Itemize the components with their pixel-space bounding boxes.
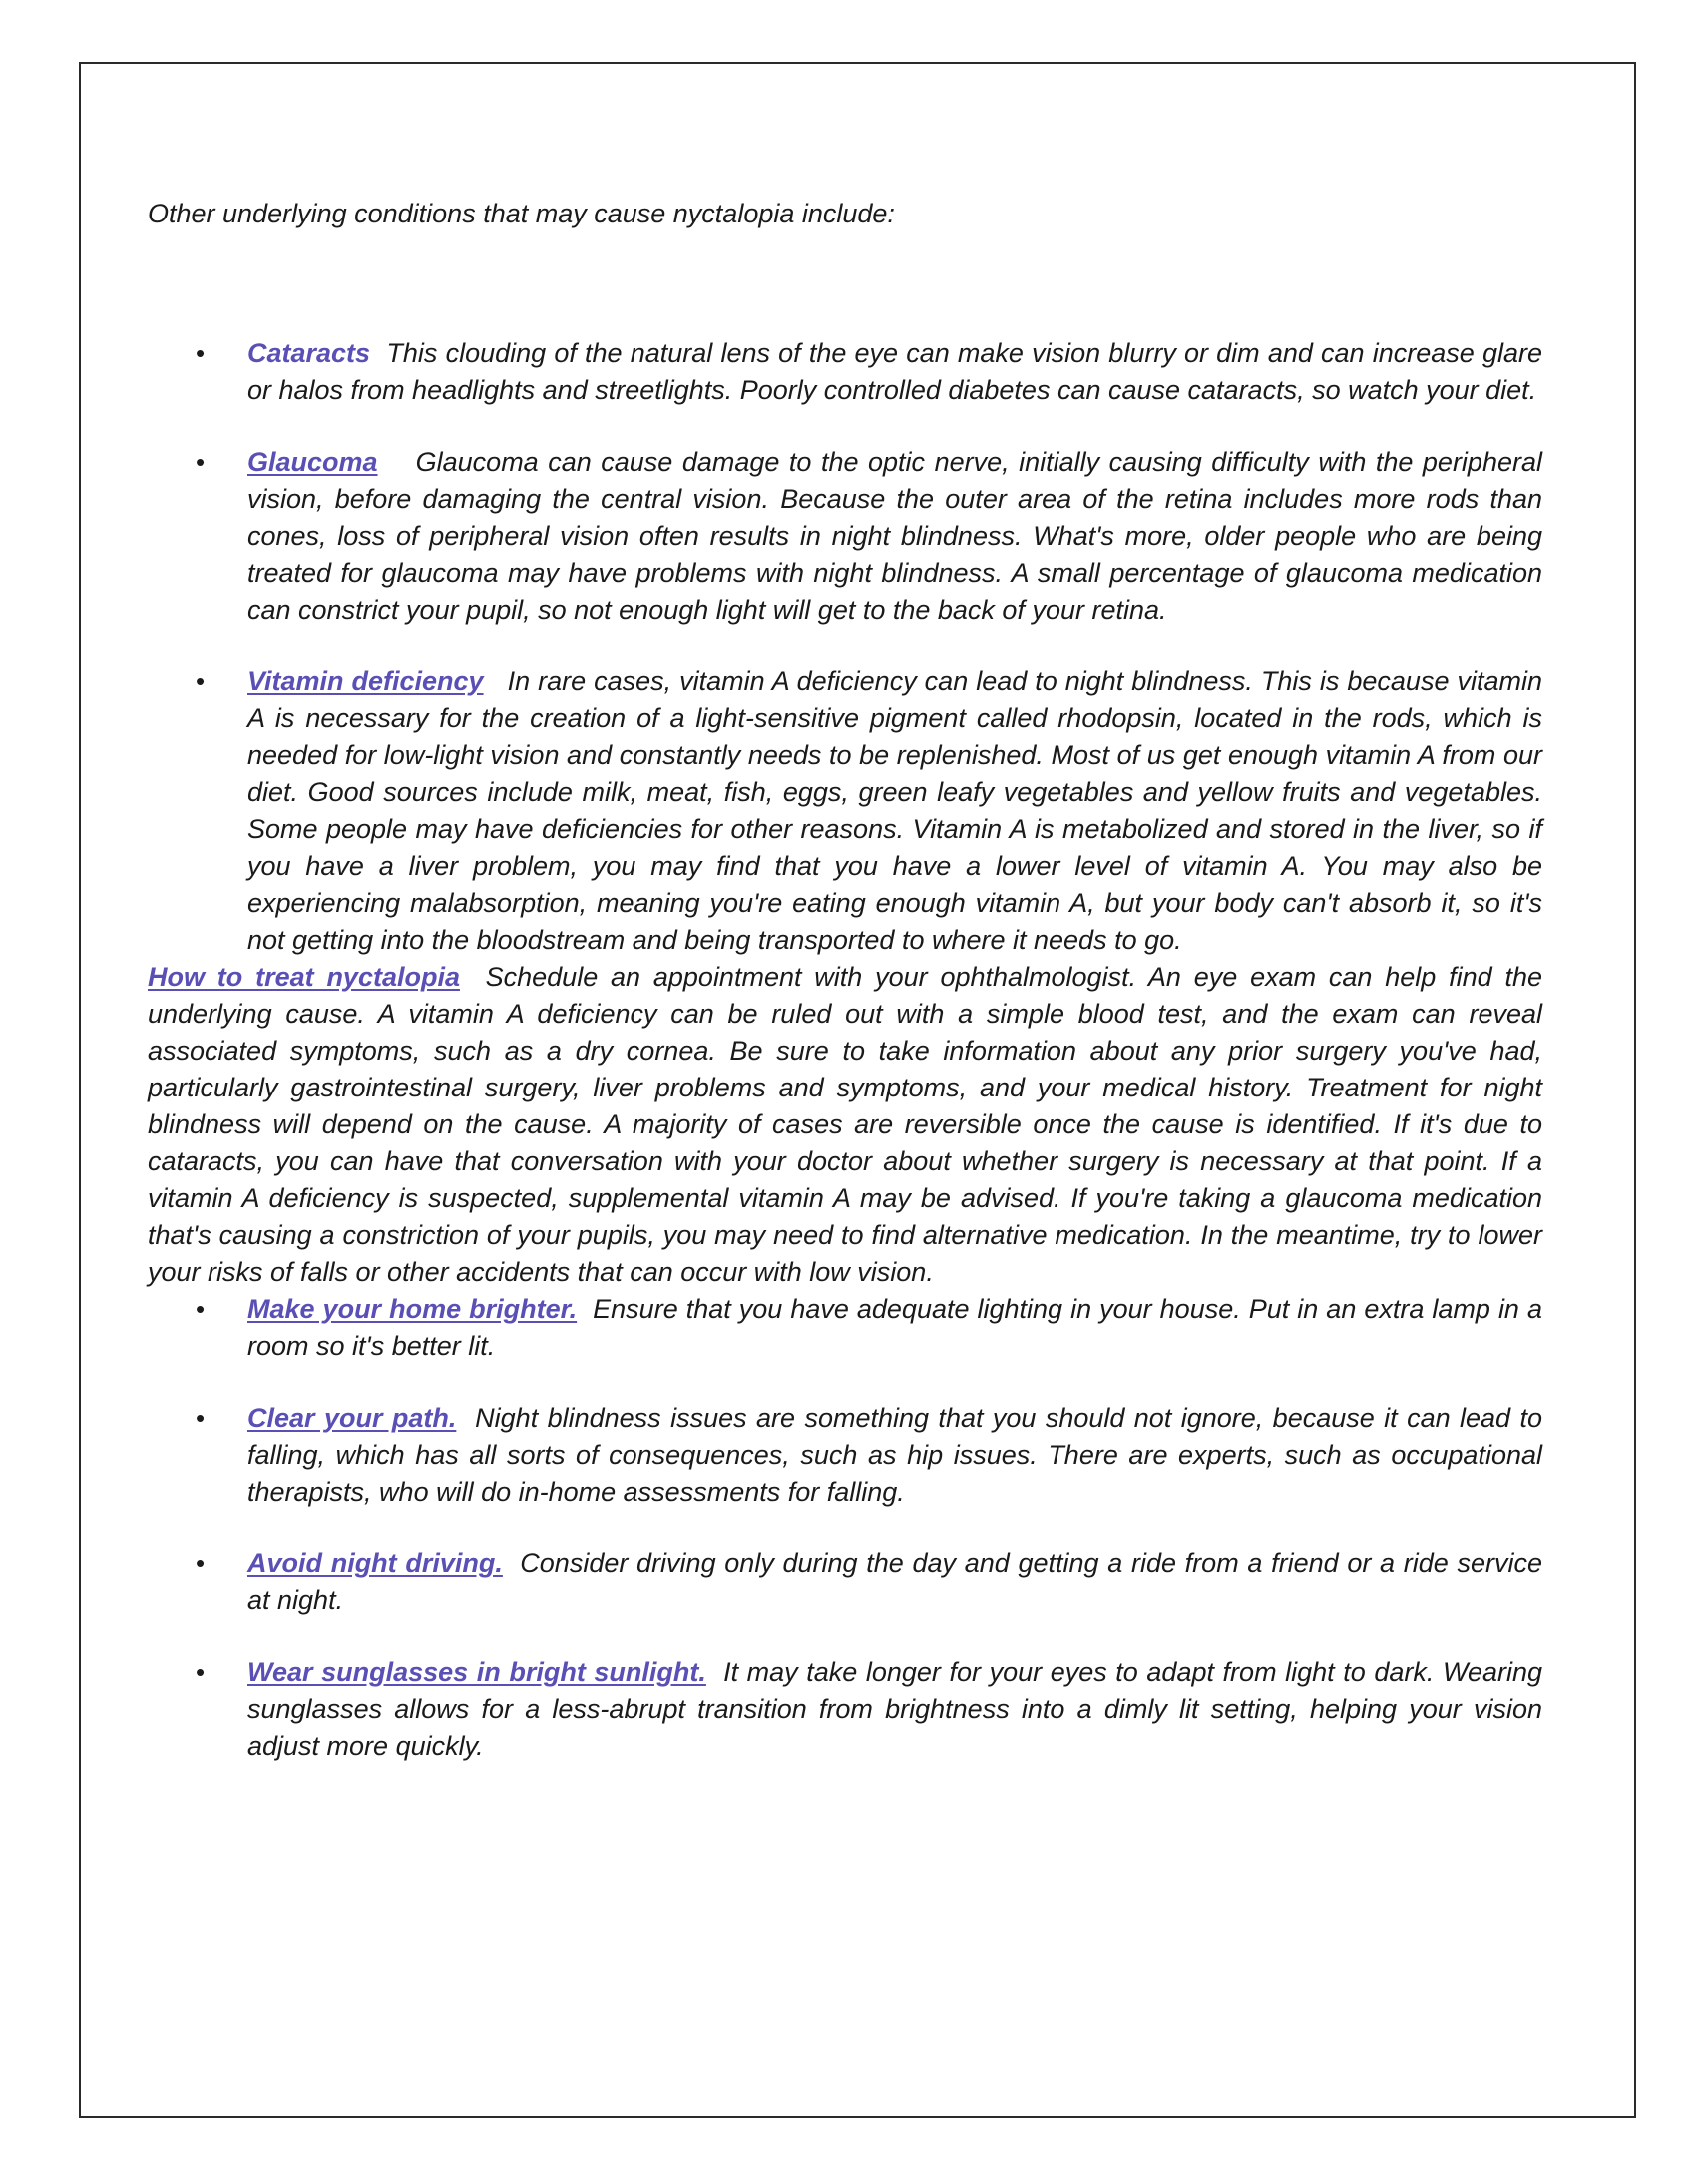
home-brighter-text: Ensure that you have adequate lighting in your house. Put in an extra lamp in a room so it's better lit. [247, 1294, 1542, 1361]
glaucoma-link[interactable]: Glaucoma [247, 447, 378, 477]
intro-paragraph: Other underlying conditions that may cause nyctalopia include: [148, 199, 895, 228]
sunglasses-link[interactable]: Wear sunglasses in bright sunlight. [247, 1657, 706, 1687]
cataracts-text: This clouding of the natural lens of the eye can make vision blurry or dim and can increase glare or halos from headlights and streetlights. Poorly controlled diabetes can cause cataracts, so watch your diet. [247, 338, 1542, 405]
vitamin-deficiency-text: In rare cases, vitamin A deficiency can lead to night blindness. This is because vitamin A is necessary for the creation of a light-sensitive pigment called rhodopsin, located in the rods, which is needed for low-light vision and constantly needs to be replenished. Most of us get enough vitamin A from our diet. Good sources include milk, meat, fish, eggs, green leafy vegetables and yellow fruits and vegetables. Some people may have deficiencies for other reasons. Vitamin A is metabolized and stored in the liver, so if you have a liver problem, you may find that you have a lower level of vitamin A. You may also be experiencing malabsorption, meaning you're eating enough vitamin A, but your body can't absorb it, so it's not getting into the bloodstream and being transported to where it needs to go. [247, 666, 1542, 955]
sunglasses-text: It may take longer for your eyes to adapt from light to dark. Wearing sunglasses allows for a less-abrupt transition from brightness into a dimly lit setting, helping your vision adjust more quickly. [247, 1657, 1543, 1761]
list-item [148, 444, 1542, 629]
treatment-text: Schedule an appointment with your ophthalmologist. An eye exam can help find the underlying cause. A vitamin A deficiency can be ruled out with a simple blood test, and the exam can reveal associated symptoms, such as a dry cornea. Be sure to take information about any prior surgery you've had, particularly gastrointestinal surgery, liver problems and symptoms, and your medical history. Treatment for night blindness will depend on the cause. A majority of cases are reversible once the cause is identified. If it's due to cataracts, you can have that conversation with your doctor about whether surgery is necessary at that point. If a vitamin A deficiency is suspected, supplemental vitamin A may be advised. If you're taking a glaucoma medication that's causing a constriction of your pupils, you may need to find alternative medication. In the meantime, try to lower your risks of falls or other accidents that can occur with low vision. [148, 962, 1542, 1287]
list-item [148, 1654, 1542, 1765]
cataracts-term: Cataracts [247, 338, 371, 368]
list-item [148, 1545, 1542, 1619]
list-item [148, 335, 1542, 409]
glaucoma-text: Glaucoma can cause damage to the optic nerve, initially causing difficulty with the peripheral vision, before damaging the central vision. Because the outer area of the retina includes more rods than cones, loss of peripheral vision often results in night blindness. What's more, older people who are being treated for glaucoma may have problems with night blindness. A small percentage of glaucoma medication can constrict your pupil, so not enough light will get to the back of your retina. [247, 447, 1542, 625]
home-brighter-link[interactable]: Make your home brighter. [247, 1294, 578, 1324]
how-to-treat-link[interactable]: How to treat nyctalopia [148, 962, 460, 992]
vitamin-deficiency-link[interactable]: Vitamin deficiency [247, 666, 484, 696]
conditions-list [148, 335, 1542, 959]
list-item [148, 663, 1542, 959]
list-item [148, 1400, 1542, 1511]
clear-path-text: Night blindness issues are something that you should not ignore, because it can lead to falling, which has all sorts of consequences, such as hip issues. There are experts, such as occupational therapists, who will do in-home assessments for falling. [247, 1403, 1542, 1507]
night-driving-link[interactable]: Avoid night driving. [247, 1548, 503, 1578]
list-item [148, 1291, 1542, 1365]
treatment-paragraph [148, 959, 1542, 1291]
tips-list [148, 1291, 1542, 1765]
night-driving-text: Consider driving only during the day and getting a ride from a friend or a ride service at night. [247, 1548, 1542, 1615]
document-body [148, 196, 1542, 1765]
clear-path-link[interactable]: Clear your path. [247, 1403, 457, 1433]
